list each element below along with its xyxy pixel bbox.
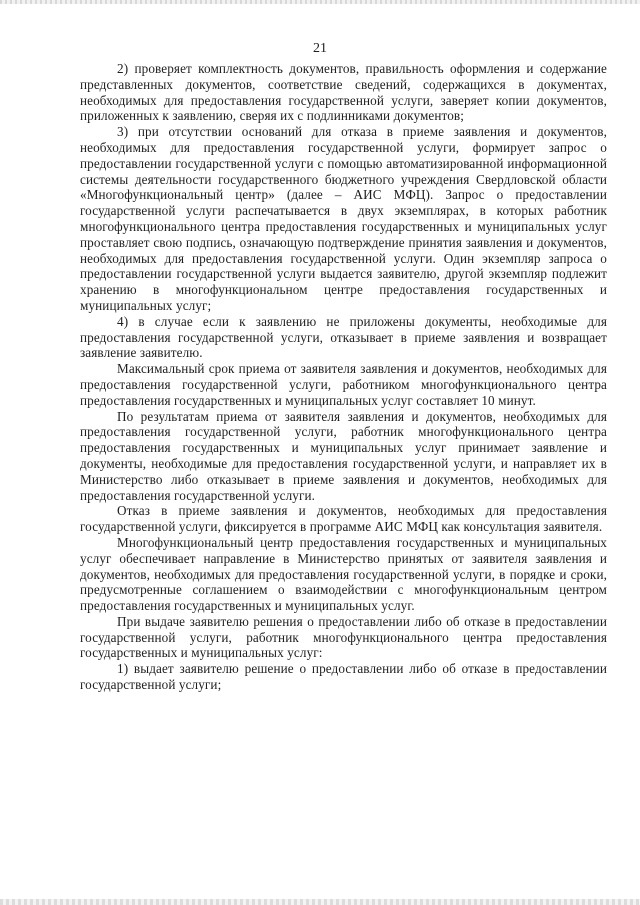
paragraph-mfc-forwarding: Многофункциональный центр предоставления государственных и муниципальных услуг обеспечивает направление в Министерство принятых от заявителя заявления и документов, необходимых для предоставления государственной услуги, в порядке и сроки, предусмотренные соглашением о взаимодействии с многофункциональным центром предоставления государственных и муниципальных услуг. bbox=[80, 534, 607, 614]
paragraph-item-3-form-request: 3) при отсутствии оснований для отказа в приеме заявления и документов, необходимых для предоставления государственной услуги, формирует запрос о предоставлении государственной услуги с помощью автоматизированной информационной системы деятельности государственного бюджетного учреждения Свердловской области «Многофункциональный центр» (далее – АИС МФЦ). Запрос о предоставлении государственной услуги распечатывается в двух экземплярах, в которых работник многофункционального центра предоставления государственных и муниципальных услуг проставляет свою подпись, означающую подтверждение принятия заявления и документов, необходимых для предоставления государственной услуги. Один экземпляр запроса о предоставлении государственной услуги выдается заявителю, другой экземпляр подлежит хранению в многофункциональном центре предоставления государственных и муниципальных услуг; bbox=[80, 124, 607, 313]
paragraph-reception-results: По результатам приема от заявителя заявления и документов, необходимых для предоставления государственной услуги, работник многофункционального центра предоставления государственных и муниципальных услуг принимает заявление и документы, необходимые для предоставления государственной услуги, и направляет их в Министерство либо отказывает в приеме заявления и документов, необходимых для предоставления государственной услуги. bbox=[80, 408, 607, 503]
paragraph-item-1-issue-decision: 1) выдает заявителю решение о предоставлении либо об отказе в предоставлении государственной услуги; bbox=[80, 661, 607, 693]
paragraph-refusal-recorded: Отказ в приеме заявления и документов, необходимых для предоставления государственной услуги, фиксируется в программе АИС МФЦ как консультация заявителя. bbox=[80, 503, 607, 535]
paragraph-issuing-decision: При выдаче заявителю решения о предоставлении либо об отказе в предоставлении государственной услуги, работник многофункционального центра предоставления государственных и муниципальных услуг: bbox=[80, 613, 607, 661]
document-body bbox=[80, 61, 607, 693]
paragraph-item-2-check-documents: 2) проверяет комплектность документов, правильность оформления и содержание представленных документов, соответствие сведений, содержащихся в документах, необходимых для предоставления государственной услуги, заверяет копии документов, приложенных к заявлению, сверяя их с подлинниками документов; bbox=[80, 61, 607, 124]
paragraph-item-4-refusal: 4) в случае если к заявлению не приложены документы, необходимые для предоставления государственной услуги, отказывает в приеме заявления и возвращает заявление заявителю. bbox=[80, 313, 607, 361]
scan-edge-top bbox=[0, 0, 640, 4]
paragraph-max-reception-time: Максимальный срок приема от заявителя заявления и документов, необходимых для предоставления государственной услуги, работником многофункционального центра предоставления государственных и муниципальных услуг составляет 10 минут. bbox=[80, 361, 607, 408]
page-number: 21 bbox=[313, 41, 327, 56]
scan-edge-bottom bbox=[0, 899, 640, 905]
